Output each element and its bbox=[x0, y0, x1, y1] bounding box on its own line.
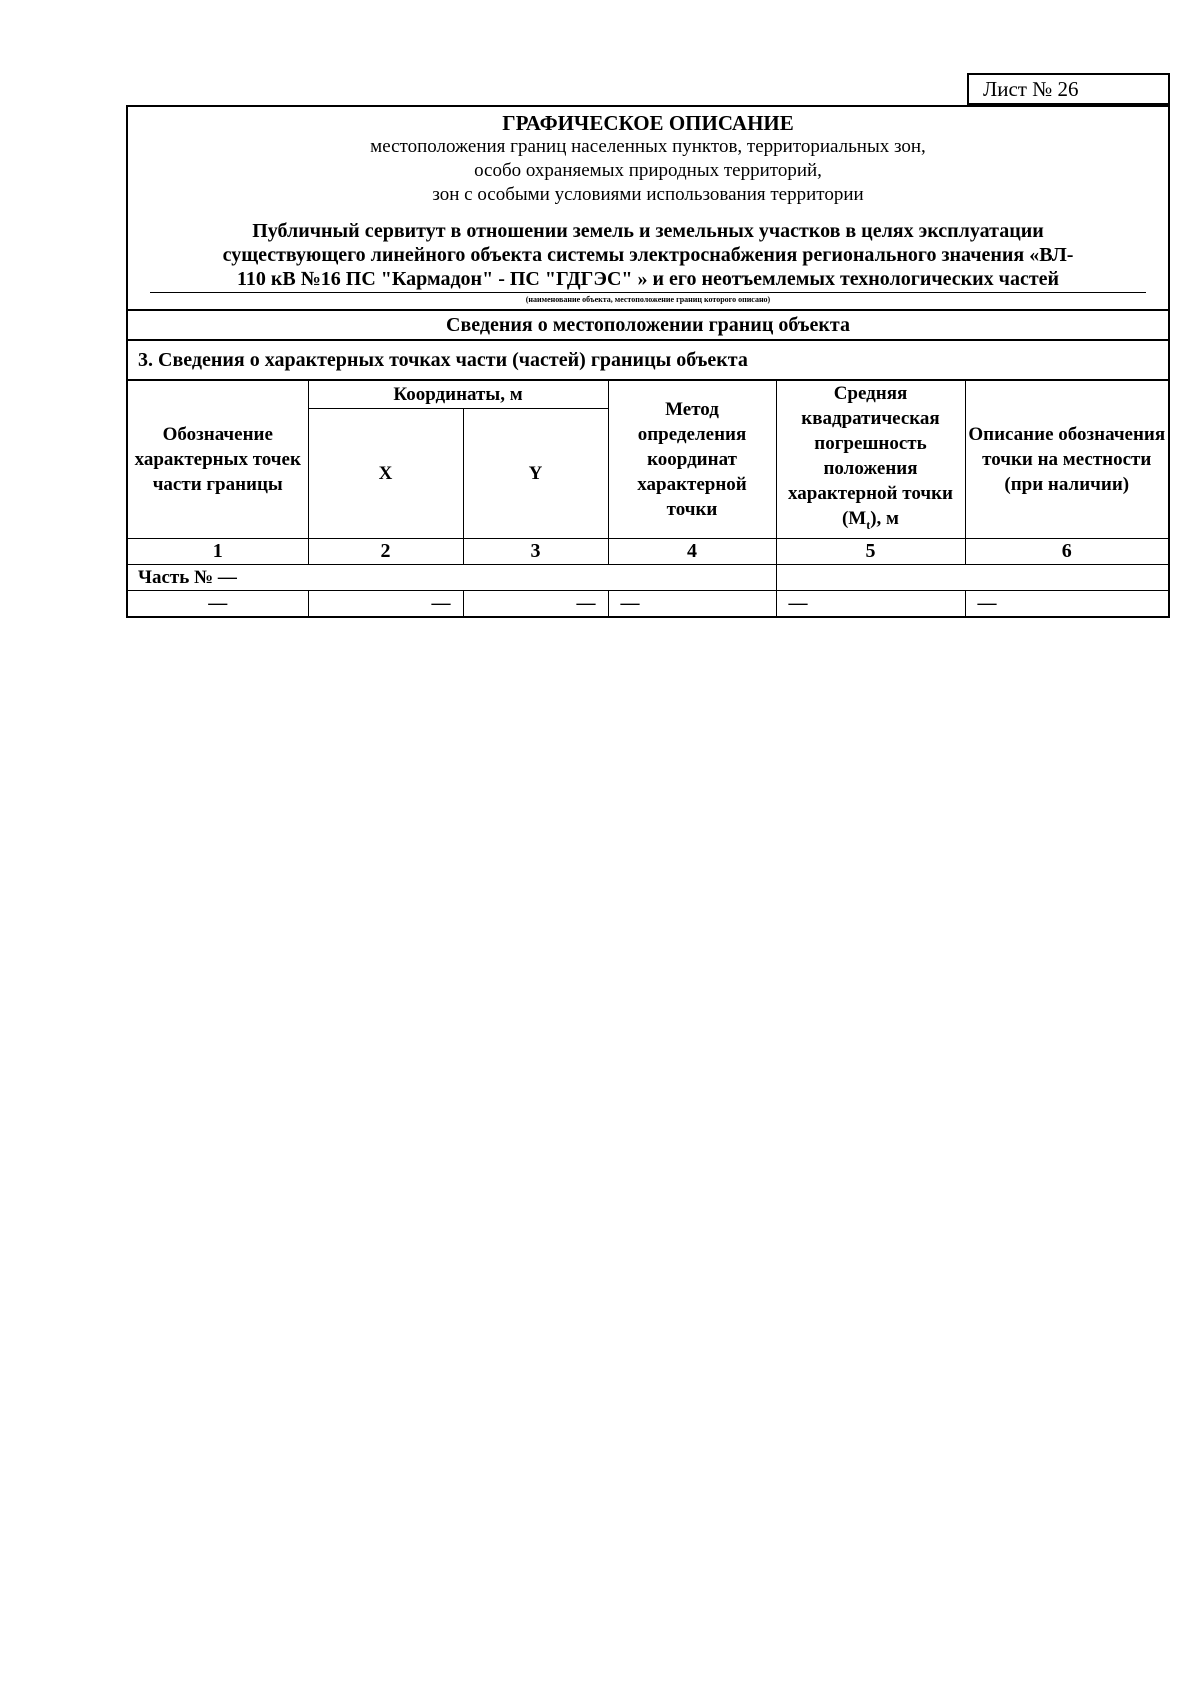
table-cell: — bbox=[776, 590, 965, 616]
part-label: Часть № — bbox=[128, 564, 776, 590]
sheet-number: Лист № 26 bbox=[967, 73, 1170, 105]
col-accuracy-main: Средняя квадратическая погрешность положения характерной точки (M bbox=[788, 383, 953, 529]
col-accuracy-tail: ), м bbox=[870, 508, 900, 529]
table-cell: — bbox=[965, 590, 1168, 616]
column-number: 5 bbox=[776, 538, 965, 564]
table-cell: — bbox=[463, 590, 608, 616]
col-x: X bbox=[308, 408, 463, 538]
table-cell: — bbox=[128, 590, 308, 616]
table-cell: — bbox=[308, 590, 463, 616]
subtitle-line-3: зон с особыми условиями использования территории bbox=[432, 184, 864, 205]
column-number: 1 bbox=[128, 538, 308, 564]
column-number: 2 bbox=[308, 538, 463, 564]
col-accuracy bbox=[776, 381, 965, 538]
col-y: Y bbox=[463, 408, 608, 538]
points-table bbox=[128, 381, 1168, 616]
table-row bbox=[128, 590, 1168, 616]
object-name-line-1: Публичный сервитут в отношении земель и земельных участков в целях эксплуатации bbox=[252, 220, 1044, 242]
col-coordinates: Координаты, м bbox=[308, 381, 608, 408]
part-empty-cell bbox=[776, 564, 1168, 590]
subtitle-line-2: особо охраняемых природных территорий, bbox=[474, 160, 822, 181]
column-number: 3 bbox=[463, 538, 608, 564]
object-name-line-3: 110 кВ №16 ПС "Кармадон" - ПС "ГДГЭС" » и его неотъемлемых технологических частей bbox=[236, 268, 1060, 290]
column-number: 6 bbox=[965, 538, 1168, 564]
col-point-designation: Обозначение характерных точек части границы bbox=[128, 381, 308, 538]
subtitle-line-1: местоположения границ населенных пунктов, территориальных зон, bbox=[370, 136, 926, 157]
col-description: Описание обозначения точки на местности (при наличии) bbox=[965, 381, 1168, 538]
part-row bbox=[128, 564, 1168, 590]
subsection-title: 3. Сведения о характерных точках части (частей) границы объекта bbox=[128, 341, 1168, 381]
object-name-line-2: существующего линейного объекта системы электроснабжения регионального значения «ВЛ- bbox=[222, 244, 1074, 266]
table-cell: — bbox=[608, 590, 776, 616]
col-method: Метод определения координат характерной точки bbox=[608, 381, 776, 538]
graphic-description-form bbox=[126, 105, 1170, 618]
column-numbers-row bbox=[128, 538, 1168, 564]
section-title: Сведения о местоположении границ объекта bbox=[128, 311, 1168, 341]
header-block bbox=[128, 111, 1168, 311]
document-title: ГРАФИЧЕСКОЕ ОПИСАНИЕ bbox=[502, 111, 794, 135]
object-name bbox=[150, 219, 1146, 293]
col-accuracy-sub: t bbox=[866, 517, 871, 532]
column-number: 4 bbox=[608, 538, 776, 564]
object-name-note: (наименование объекта, местоположение границ которого описано) bbox=[525, 295, 771, 304]
